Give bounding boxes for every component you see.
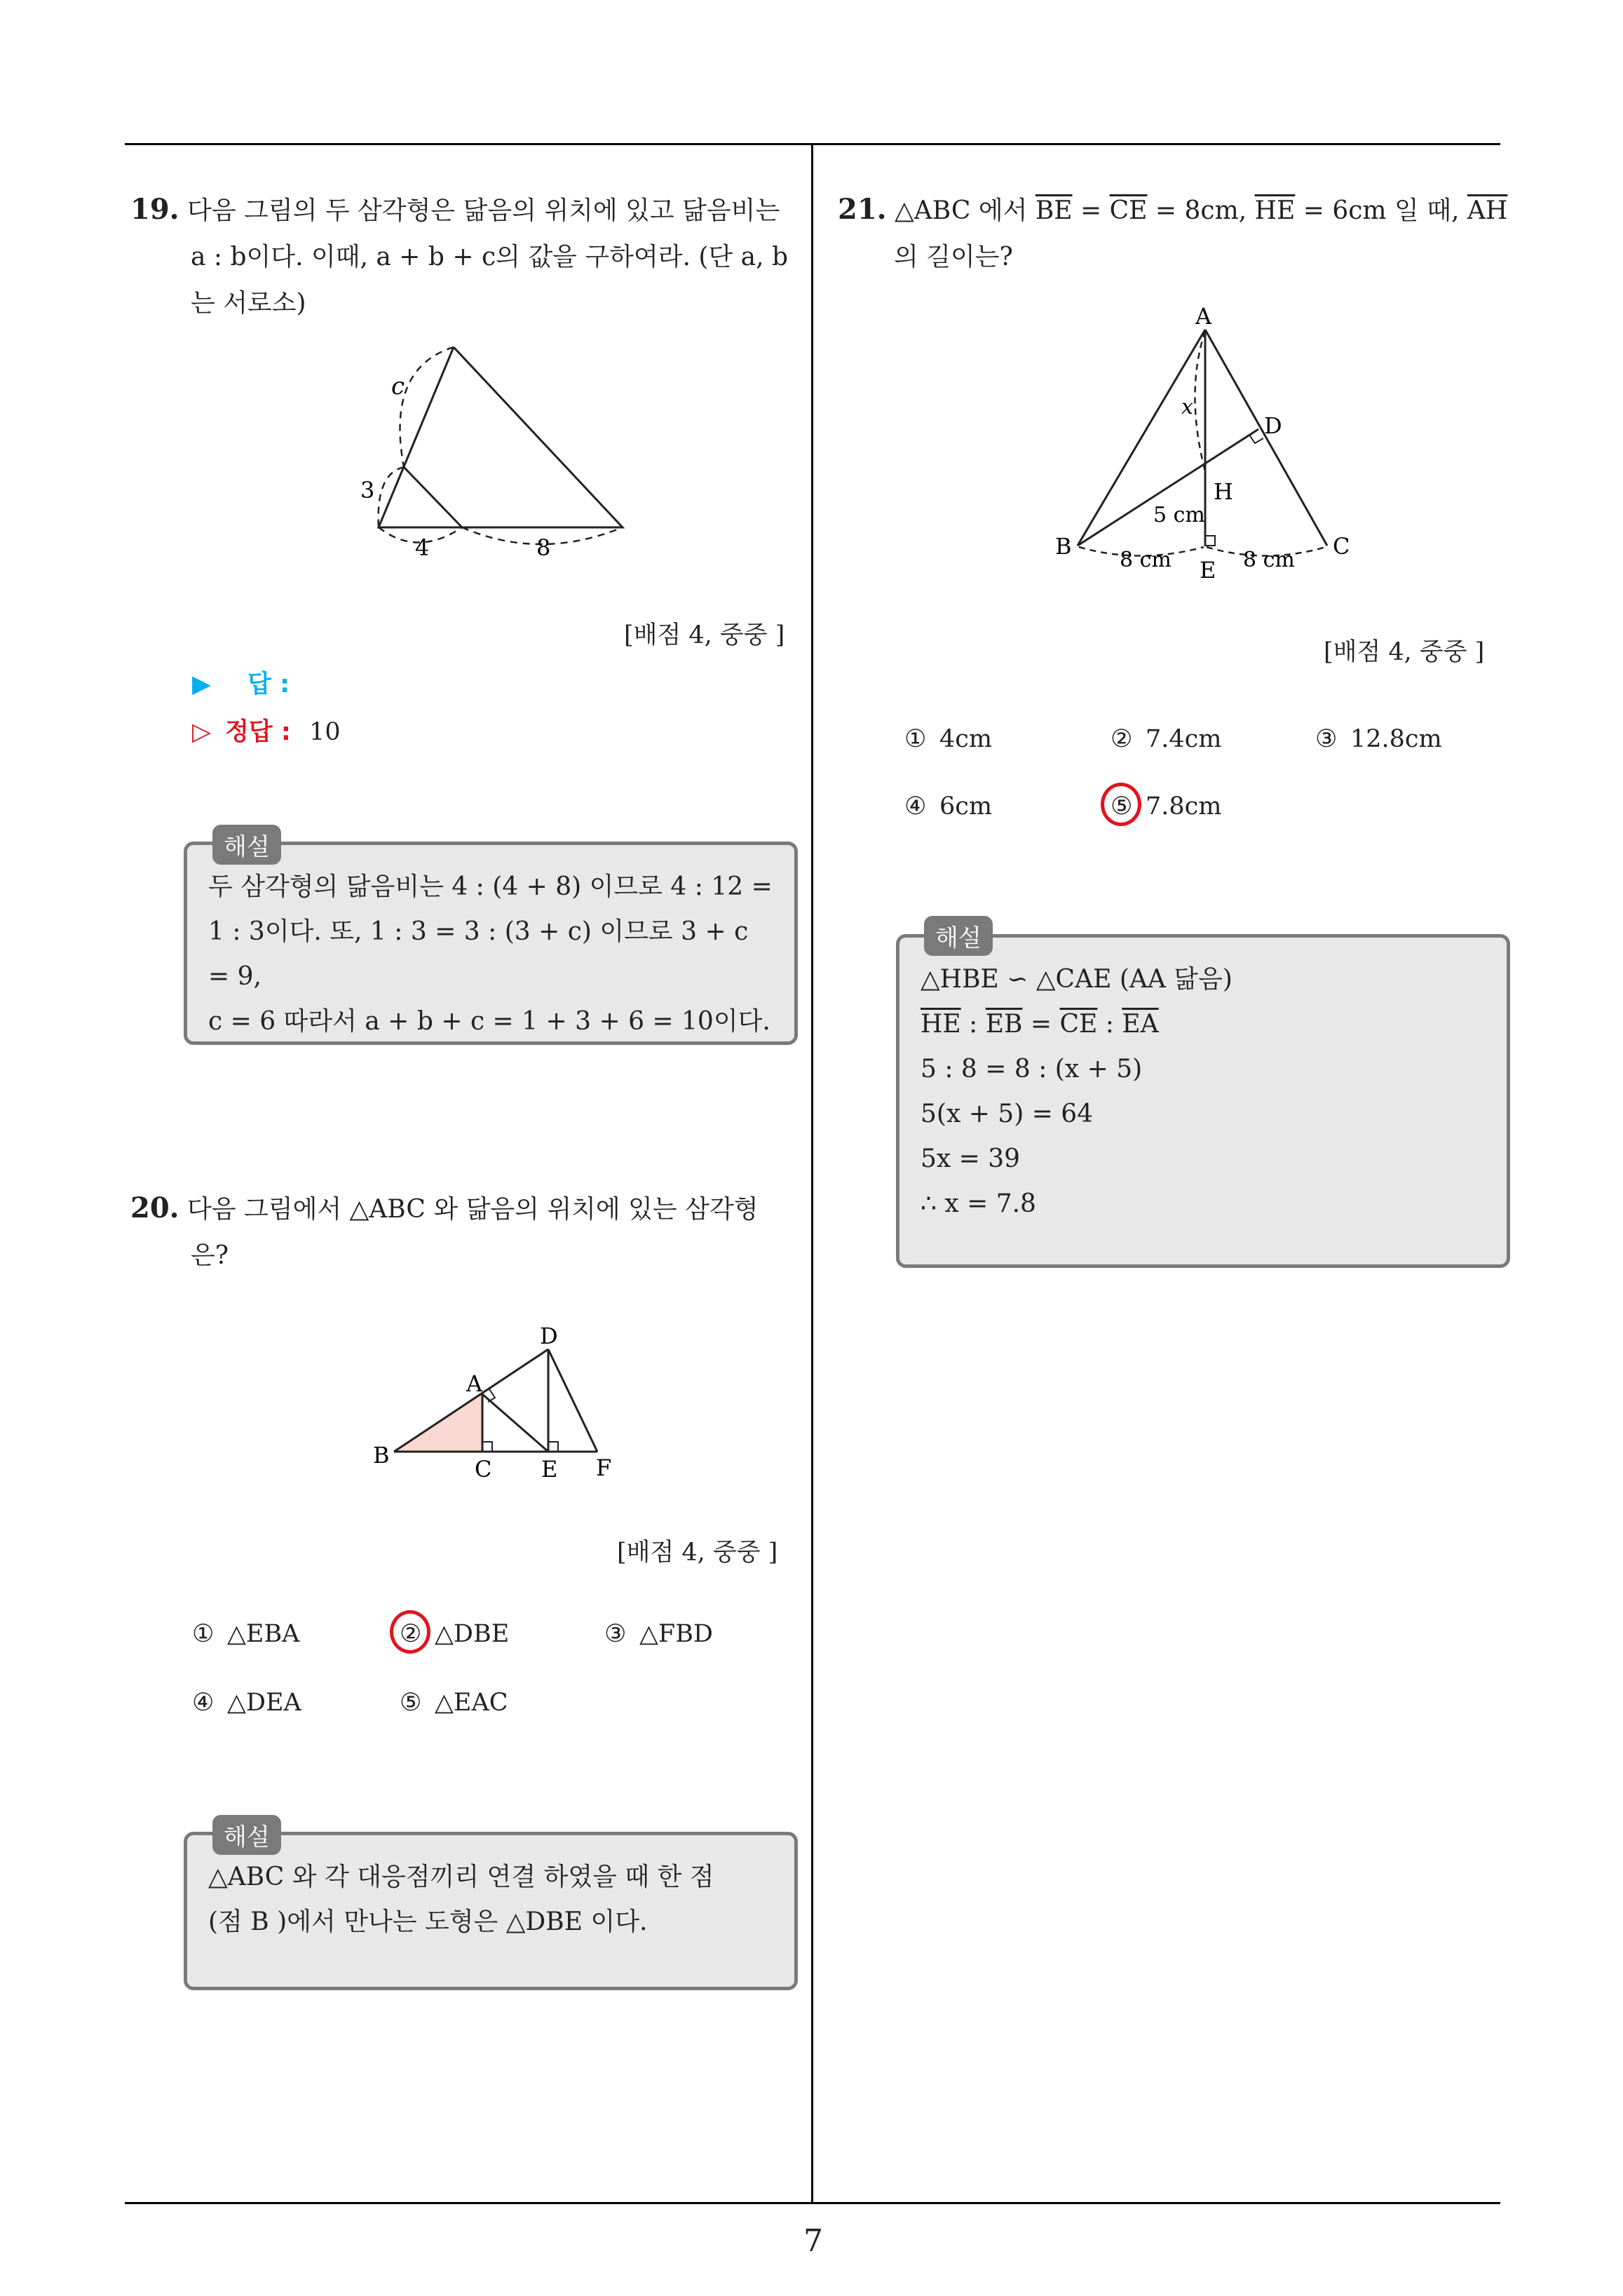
q20-choice-2-num: ②	[400, 1620, 422, 1648]
bottom-rule	[125, 2202, 1500, 2204]
q20-right-angle-C	[482, 1442, 492, 1452]
q21-seg-HE: $\overline{HE}$	[1254, 196, 1296, 225]
q21-label-C: C	[1333, 533, 1350, 560]
q21-number: 21.	[838, 193, 887, 226]
q19-large-triangle	[379, 347, 623, 527]
q21-explain-line4: 5(x + 5) = 64	[921, 1100, 1094, 1128]
q21-choice-3-text: 12.8cm	[1350, 725, 1442, 753]
q20-choice-3-num: ③	[604, 1620, 627, 1648]
q20-choice-1-num: ①	[192, 1620, 215, 1648]
q21-exp-eq: =	[1022, 1010, 1060, 1039]
q21-choice-3-num: ③	[1315, 725, 1338, 753]
q21-explain-line6: ∴ x = 7.8	[921, 1189, 1036, 1218]
q21-score: [배점 4, 중중 ]	[1324, 638, 1485, 666]
q21-line1-a: △ABC 에서	[895, 196, 1035, 225]
q21-answer-mark	[1101, 783, 1141, 826]
q21-choice-2-text: 7.4cm	[1146, 725, 1222, 753]
q21-exp-CE: $\overline{CE}$	[1059, 1010, 1098, 1039]
q21-line2: 의 길이는?	[894, 243, 1013, 271]
q20-explanation-tag: 해설	[212, 1815, 281, 1855]
q21-exp-sep2: :	[1097, 1010, 1122, 1039]
q19-label-3: 3	[360, 477, 375, 504]
q21-exp-EB: $\overline{EB}$	[985, 1010, 1023, 1039]
q21-explanation-tag: 해설	[924, 916, 993, 956]
q20-label-A: A	[466, 1370, 483, 1397]
q20-choice-2-text: △DBE	[435, 1620, 510, 1648]
q21-figure	[1055, 295, 1371, 586]
q19-question	[130, 187, 803, 327]
q19-small-triangle-side	[404, 467, 462, 527]
q20-label-E: E	[541, 1456, 558, 1483]
column-divider	[811, 143, 813, 2203]
q21-choice-4-num: ④	[904, 792, 927, 821]
q20-choice-3-text: △FBD	[639, 1620, 713, 1648]
q20-choice-5-text: △EAC	[435, 1689, 508, 1717]
q19-answer-label: 답 :	[247, 670, 290, 698]
q21-choice-3[interactable]	[1315, 725, 1442, 753]
q21-seg-AH: $\overline{AH}$	[1467, 196, 1508, 225]
q20-choice-3[interactable]	[604, 1620, 713, 1648]
q20-answer-mark	[390, 1610, 430, 1654]
q19-explanation-box	[184, 842, 798, 1045]
q19-explain-line3: c = 6 따라서 a + b + c = 1 + 3 + 6 = 10이다.	[208, 1007, 770, 1036]
q20-label-D: D	[540, 1323, 558, 1349]
q21-explanation-box	[896, 934, 1510, 1268]
q21-choice-5-num: ⑤	[1111, 792, 1133, 821]
q21-right-angle-D	[1249, 435, 1263, 443]
q20-label-B: B	[373, 1442, 390, 1468]
q20-right-angle-E	[548, 1442, 558, 1452]
q20-line2: 은?	[191, 1241, 229, 1270]
q19-line2: a : b이다. 이때, a + b + c의 값을 구하여라. (단 a, b	[191, 243, 789, 271]
q19-score: [배점 4, 중중 ]	[624, 621, 785, 649]
q20-choice-1-text: △EBA	[227, 1620, 300, 1648]
q19-correct-arrow-icon: ▷	[192, 718, 211, 746]
q19-figure	[351, 330, 652, 572]
q19-label-4: 4	[415, 534, 430, 561]
q19-label-c: c	[391, 372, 405, 400]
q21-exp-HE: $\overline{HE}$	[921, 1010, 961, 1039]
q21-explain-line5: 5x = 39	[921, 1144, 1021, 1173]
q19-answer-row	[192, 665, 290, 700]
q21-label-x: x	[1181, 395, 1193, 419]
q21-choice-4-text: 6cm	[939, 792, 993, 821]
q20-explain-line2: (점 B )에서 만나는 도형은 △DBE 이다.	[208, 1907, 648, 1936]
q20-label-F: F	[596, 1454, 612, 1481]
q20-choice-4[interactable]	[192, 1689, 301, 1717]
q21-choice-1-num: ①	[904, 725, 927, 753]
q21-choice-1-text: 4cm	[939, 725, 993, 753]
q20-number: 20.	[130, 1191, 179, 1224]
q19-label-8: 8	[536, 534, 551, 561]
q21-label-A: A	[1195, 303, 1212, 330]
q20-label-C: C	[475, 1456, 492, 1483]
page-number: 7	[803, 2223, 823, 2259]
q21-choice-4[interactable]	[904, 792, 992, 821]
q21-label-H: H	[1214, 478, 1233, 505]
q21-choice-2-num: ②	[1111, 725, 1133, 753]
q19-line1: 다음 그림의 두 삼각형은 닮음의 위치에 있고 닮음비는	[187, 196, 780, 225]
q21-line1-b: =	[1072, 196, 1110, 225]
q21-exp-EA: $\overline{EA}$	[1122, 1010, 1159, 1039]
q21-question	[838, 187, 1511, 281]
q21-seg-CE: $\overline{CE}$	[1109, 196, 1148, 225]
q20-line1: 다음 그림에서 △ABC 와 닮음의 위치에 있는 삼각형	[187, 1195, 759, 1224]
q20-choice-4-num: ④	[192, 1689, 215, 1717]
q19-correct-value: 10	[309, 718, 341, 746]
q20-choice-5[interactable]	[400, 1689, 508, 1717]
q21-arc-x	[1195, 331, 1206, 471]
q20-explain-line1: △ABC 와 각 대응점끼리 연결 하였을 때 한 점	[208, 1863, 714, 1891]
q21-label-B: B	[1055, 533, 1072, 560]
q20-choice-4-text: △DEA	[227, 1689, 301, 1717]
q21-exp-sep1: :	[960, 1010, 986, 1039]
q21-label-E: E	[1200, 557, 1216, 583]
q19-number: 19.	[130, 193, 179, 226]
q19-correct-row	[192, 713, 341, 748]
q21-choice-2[interactable]	[1111, 725, 1221, 753]
q19-answer-arrow-icon: ▶	[192, 670, 211, 698]
q19-explanation-tag: 해설	[212, 825, 281, 865]
q21-seg-BE: $\overline{BE}$	[1035, 196, 1073, 225]
q21-label-8cm-left: 8 cm	[1120, 548, 1172, 572]
q21-choice-1[interactable]	[904, 725, 992, 753]
q21-right-angle-E	[1205, 536, 1215, 546]
q21-label-5cm: 5 cm	[1153, 503, 1205, 527]
q21-line1-d: = 6cm 일 때,	[1295, 196, 1467, 225]
q19-explain-line2: 1 : 3이다. 또, 1 : 3 = 3 : (3 + c) 이므로 3 + c = 9,	[208, 917, 749, 991]
q20-choice-5-num: ⑤	[400, 1689, 422, 1717]
q20-question	[130, 1185, 803, 1279]
q20-figure	[365, 1289, 617, 1485]
q21-explain-line2	[921, 1002, 1486, 1047]
q21-explain-line3: 5 : 8 = 8 : (x + 5)	[921, 1055, 1143, 1083]
q20-line-DF	[548, 1349, 597, 1452]
q21-label-8cm-right: 8 cm	[1243, 548, 1295, 572]
q20-score: [배점 4, 중중 ]	[617, 1539, 778, 1567]
q21-explain-line1: △HBE ∽ △CAE (AA 닮음)	[921, 965, 1232, 994]
q21-line1-c: = 8cm,	[1147, 196, 1255, 225]
q21-label-D: D	[1264, 412, 1282, 439]
q20-explanation-box	[184, 1832, 798, 1990]
q19-explain-line1: 두 삼각형의 닮음비는 4 : (4 + 8) 이므로 4 : 12 =	[208, 872, 773, 901]
q21-choice-5-text: 7.8cm	[1146, 792, 1222, 821]
q20-choice-1[interactable]	[192, 1620, 299, 1648]
q19-line3: 는 서로소)	[191, 289, 306, 318]
q19-correct-label: 정답 :	[225, 718, 291, 746]
